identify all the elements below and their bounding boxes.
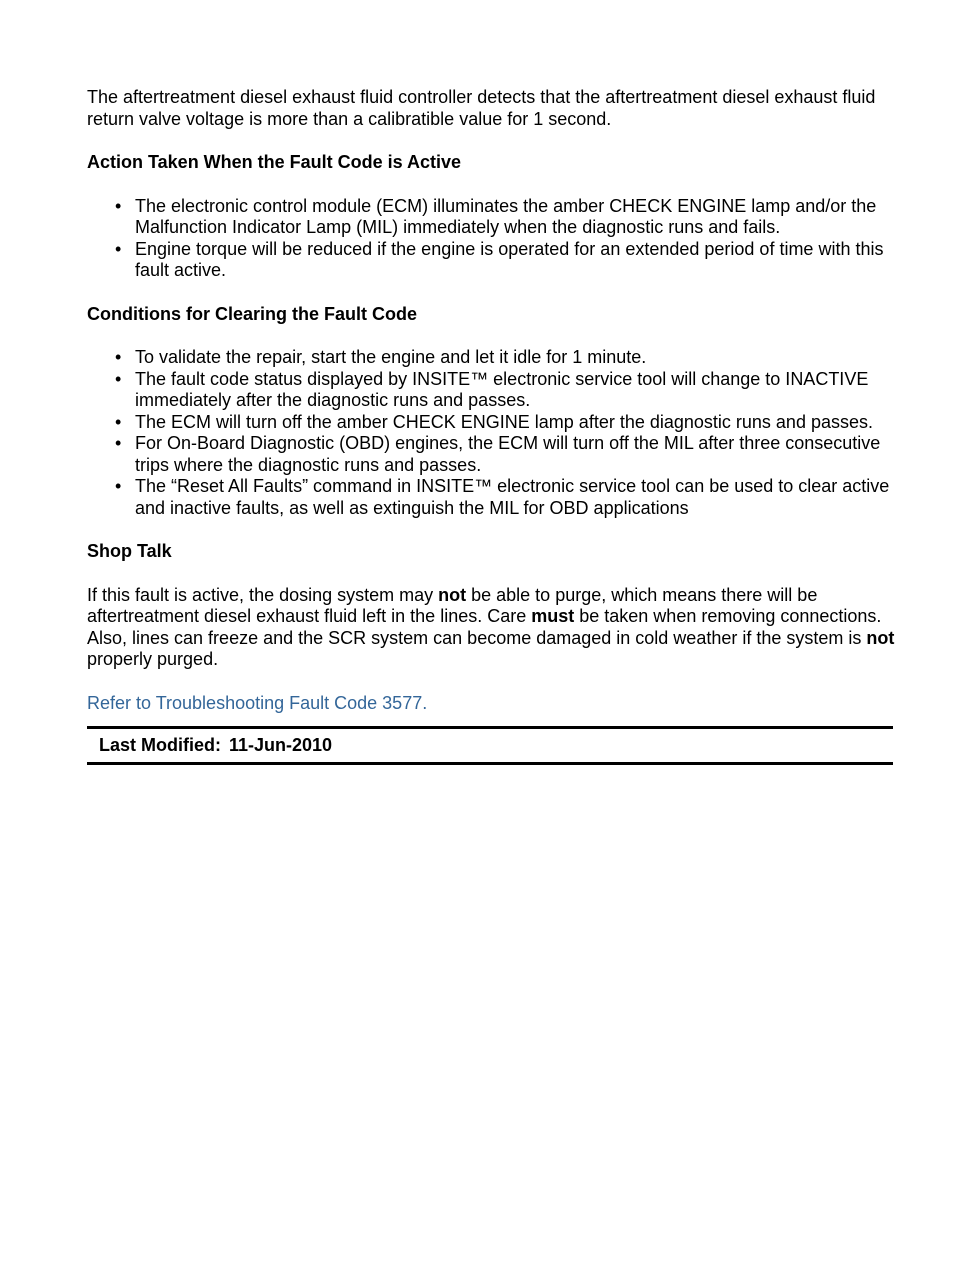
shop-talk-text: properly purged.: [87, 649, 219, 669]
clearing-list: [87, 347, 897, 519]
list-item: • The ECM will turn off the amber CHECK ENGINE lamp after the diagnostic runs and passes.: [135, 412, 897, 434]
list-item: • For On-Board Diagnostic (OBD) engines, the ECM will turn off the MIL after three consecutive trips where the diagnostic runs and passes.: [135, 433, 897, 476]
document-content: [87, 87, 897, 765]
list-item: • The “Reset All Faults” command in INSITE™ electronic service tool can be used to clear active and inactive faults, as well as extinguish the MIL for OBD applications: [135, 476, 897, 519]
emphasis-not: not: [438, 584, 467, 605]
list-item: • The fault code status displayed by INSITE™ electronic service tool will change to INACTIVE immediately after the diagnostic runs and passes.: [135, 369, 897, 412]
action-list: [87, 196, 897, 282]
emphasis-must: must: [531, 606, 575, 626]
shop-talk-paragraph: [87, 585, 897, 671]
last-modified-date: 11-Jun-2010: [229, 735, 333, 755]
last-modified-bar: [87, 726, 893, 765]
troubleshooting-link[interactable]: Refer to Troubleshooting Fault Code 3577.: [87, 692, 428, 713]
list-item: • To validate the repair, start the engine and let it idle for 1 minute.: [135, 347, 897, 369]
list-item: • The electronic control module (ECM) illuminates the amber CHECK ENGINE lamp and/or the Malfunction Indicator Lamp (MIL) immediately when the diagnostic runs and fails.: [135, 196, 897, 239]
intro-paragraph: The aftertreatment diesel exhaust fluid controller detects that the aftertreatment diesel exhaust fluid return valve voltage is more than a calibratible value for 1 second.: [87, 87, 876, 129]
shop-talk-heading: Shop Talk: [87, 541, 172, 561]
action-heading: Action Taken When the Fault Code is Active: [87, 152, 462, 172]
shop-talk-text: be taken when removing connections. Also, lines can freeze and the SCR system can become damaged in cold weather if the system is: [87, 606, 882, 648]
shop-talk-text: be able to purge, which means there will be aftertreatment diesel exhaust fluid left in the lines. Care: [87, 584, 818, 626]
clearing-heading: Conditions for Clearing the Fault Code: [87, 303, 417, 324]
last-modified-label: Last Modified:: [99, 735, 221, 755]
shop-talk-text: If this fault is active, the dosing system may: [87, 584, 439, 605]
list-item: • Engine torque will be reduced if the engine is operated for an extended period of time with this fault active.: [135, 239, 897, 282]
emphasis-not: not: [866, 627, 895, 648]
